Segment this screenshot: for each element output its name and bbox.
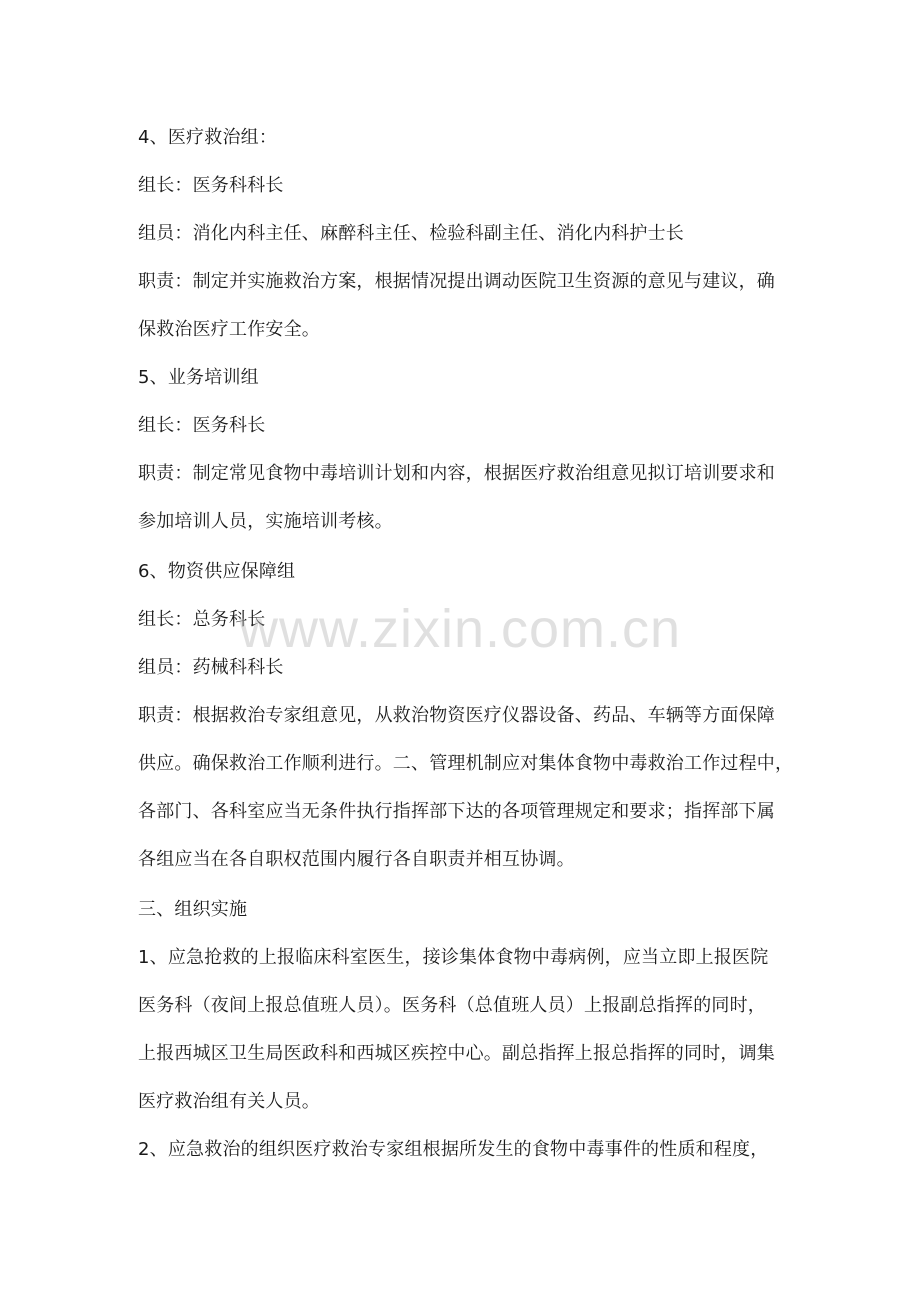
- text-line: 职责：制定并实施救治方案，根据情况提出调动医院卫生资源的意见与建议，确: [138, 271, 775, 292]
- text-line: 2、应急救治的组织医疗救治专家组根据所发生的食物中毒事件的性质和程度，: [138, 1139, 769, 1160]
- text-line: 组员：消化内科主任、麻醉科主任、检验科副主任、消化内科护士长: [138, 223, 684, 244]
- heading-medical-rescue-group: 4、医疗救治组：: [138, 127, 278, 148]
- heading-organization: 三、组织实施: [138, 899, 248, 920]
- text-line: 保救治医疗工作安全。: [138, 319, 320, 340]
- text-line: 医务科（夜间上报总值班人员）。医务科（总值班人员）上报副总指挥的同时，: [138, 995, 766, 1016]
- text-line: 1、应急抢救的上报临床科室医生，接诊集体食物中毒病例，应当立即上报医院: [138, 947, 769, 968]
- heading-training-group: 5、业务培训组: [138, 367, 259, 388]
- text-line: 上报西城区卫生局医政科和西城区疾控中心。副总指挥上报总指挥的同时，调集: [138, 1043, 775, 1064]
- text-line: 供应。确保救治工作顺利进行。二、管理机制应对集体食物中毒救治工作过程中，: [138, 753, 794, 774]
- text-line: 职责：根据救治专家组意见，从救治物资医疗仪器设备、药品、车辆等方面保障: [138, 705, 775, 726]
- text-line: 各组应当在各自职权范围内履行各自职责并相互协调。: [138, 849, 575, 870]
- watermark: www.zixin.com.cn: [238, 599, 682, 659]
- text-line: 组长：医务科科长: [138, 175, 284, 196]
- text-line: 组员：药械科科长: [138, 657, 284, 678]
- text-line: 组长：医务科长: [138, 415, 266, 436]
- text-line: 职责：制定常见食物中毒培训计划和内容，根据医疗救治组意见拟订培训要求和: [138, 463, 775, 484]
- text-line: 医疗救治组有关人员。: [138, 1091, 320, 1112]
- heading-supply-group: 6、物资供应保障组: [138, 561, 296, 582]
- text-line: 参加培训人员，实施培训考核。: [138, 511, 393, 532]
- text-line: 组长：总务科长: [138, 609, 266, 630]
- text-line: 各部门、各科室应当无条件执行指挥部下达的各项管理规定和要求；指挥部下属: [138, 801, 775, 822]
